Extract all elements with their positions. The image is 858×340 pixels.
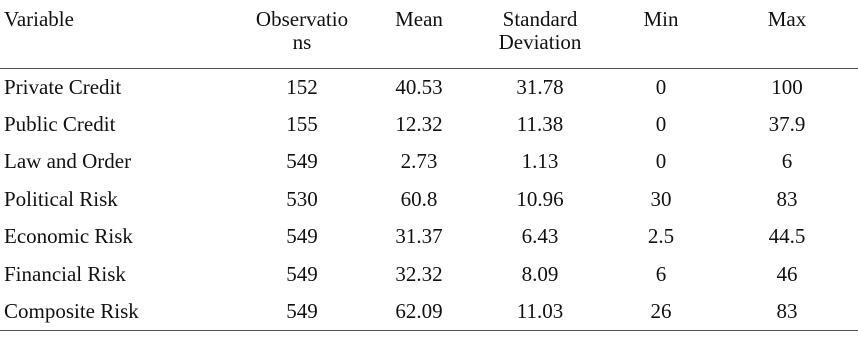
cell-mean: 2.73	[400, 149, 438, 174]
cell-variable: Public Credit	[4, 111, 116, 136]
header-variable: Variable	[0, 0, 240, 68]
cell-mean: 60.8	[400, 186, 438, 211]
header-standard-deviation	[474, 0, 606, 68]
cell-observations: 549	[286, 149, 318, 174]
table-row	[0, 256, 858, 294]
cell-variable: Composite Risk	[0, 293, 240, 331]
cell-variable: Private Credit	[4, 74, 122, 99]
header-standard-deviation-label: Standard Deviation	[498, 7, 582, 54]
cell-min: 26	[606, 293, 716, 331]
cell-standard-deviation: 10.96	[516, 186, 564, 211]
table-row	[0, 181, 858, 219]
cell-variable: Law and Order	[4, 149, 132, 174]
cell-standard-deviation: 6.43	[521, 224, 559, 249]
cell-observations: 549	[286, 261, 318, 286]
cell-mean: 12.32	[395, 111, 443, 136]
table-row	[0, 218, 858, 256]
cell-max: 83	[716, 293, 858, 331]
cell-max: 83	[776, 186, 798, 211]
cell-min: 0	[655, 74, 667, 99]
cell-min: 0	[655, 111, 667, 136]
table-row	[0, 293, 858, 331]
cell-mean: 32.32	[395, 261, 443, 286]
cell-min: 30	[650, 186, 672, 211]
cell-observations: 530	[286, 186, 318, 211]
cell-variable: Economic Risk	[4, 224, 133, 249]
cell-standard-deviation: 11.38	[516, 111, 564, 136]
header-row	[0, 0, 858, 68]
cell-mean: 31.37	[395, 224, 443, 249]
cell-standard-deviation: 11.03	[474, 293, 606, 331]
header-min: Min	[606, 0, 716, 68]
table-body	[0, 68, 858, 331]
cell-max: 100	[771, 74, 803, 99]
cell-mean: 62.09	[364, 293, 474, 331]
header-observations-label: Observations	[255, 7, 349, 54]
cell-variable: Political Risk	[4, 186, 118, 211]
cell-observations: 152	[286, 74, 318, 99]
cell-observations: 549	[240, 293, 364, 331]
cell-mean: 40.53	[395, 74, 443, 99]
cell-max: 44.5	[768, 224, 806, 249]
header-mean: Mean	[364, 0, 474, 68]
table-row	[0, 68, 858, 106]
cell-observations: 549	[286, 224, 318, 249]
cell-min: 6	[655, 261, 667, 286]
cell-min: 2.5	[647, 224, 675, 249]
cell-standard-deviation: 31.78	[516, 74, 564, 99]
cell-min: 0	[655, 149, 667, 174]
table-row	[0, 106, 858, 144]
table-row	[0, 143, 858, 181]
cell-standard-deviation: 1.13	[521, 149, 559, 174]
cell-max: 46	[776, 261, 798, 286]
header-max: Max	[716, 0, 858, 68]
cell-standard-deviation: 8.09	[521, 261, 559, 286]
header-observations	[240, 0, 364, 68]
cell-max: 37.9	[768, 111, 806, 136]
cell-max: 6	[781, 149, 793, 174]
cell-observations: 155	[286, 111, 318, 136]
table-header	[0, 0, 858, 68]
cell-variable: Financial Risk	[4, 261, 126, 286]
